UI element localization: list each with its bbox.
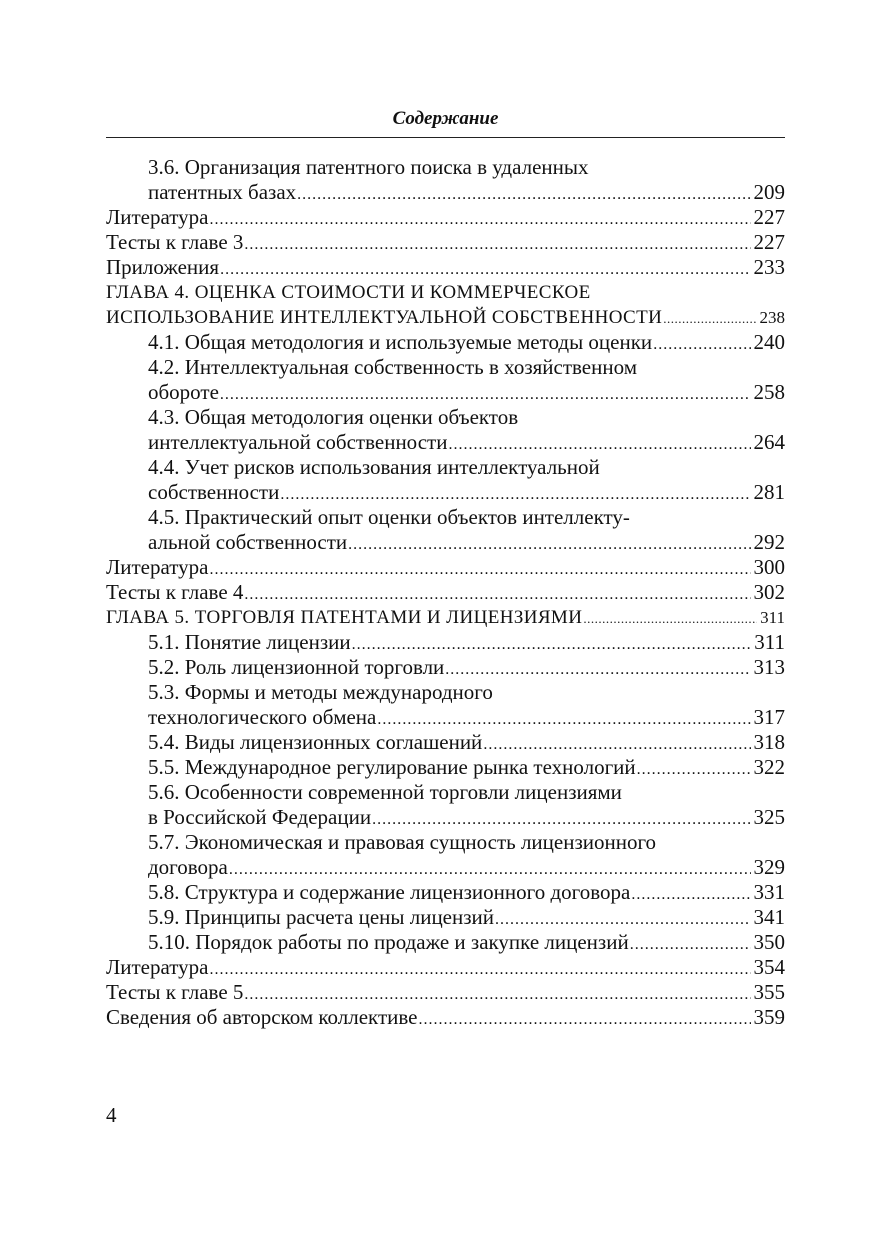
toc-page-number: 292 <box>753 530 785 554</box>
dot-leader <box>209 207 750 232</box>
dot-leader <box>209 957 750 982</box>
dot-leader <box>637 757 751 782</box>
toc-entry-title: 5.4. Виды лицензионных соглашений <box>148 730 483 754</box>
toc-page-number: 209 <box>753 180 785 204</box>
toc-entry-5-6[interactable] <box>106 805 785 830</box>
toc-entry-title: альной собственности <box>148 530 348 554</box>
toc-entry-5-6-line1 <box>106 780 785 805</box>
table-of-contents <box>106 155 785 1030</box>
toc-entry-5-4[interactable] <box>106 730 785 755</box>
toc-entry-title: Тесты к главе 5 <box>106 980 244 1004</box>
dot-leader <box>209 557 750 582</box>
dot-leader <box>418 1007 750 1032</box>
toc-page-number: 331 <box>753 880 785 904</box>
toc-entry-literature-ch4[interactable] <box>106 555 785 580</box>
dot-leader <box>631 882 750 907</box>
dot-leader <box>630 932 751 957</box>
dot-leader <box>244 582 750 607</box>
toc-entry-title: Приложения <box>106 255 220 279</box>
toc-page-number: 300 <box>753 555 785 579</box>
toc-chapter-5[interactable] <box>106 605 785 630</box>
toc-page-number: 264 <box>753 430 785 454</box>
toc-entry-title: Тесты к главе 4 <box>106 580 244 604</box>
toc-entry-title: 5.8. Структура и содержание лицензионного договора <box>148 880 631 904</box>
toc-entry-title: обороте <box>148 380 219 404</box>
toc-entry-5-2[interactable] <box>106 655 785 680</box>
toc-entry-4-1[interactable] <box>106 330 785 355</box>
running-header-title: Содержание <box>392 108 499 129</box>
toc-entry-title: 3.6. Организация патентного поиска в удаленных <box>148 155 589 179</box>
toc-entry-title: 5.10. Порядок работы по продаже и закупке лицензий <box>148 930 629 954</box>
toc-chapter-title: ГЛАВА 5. ТОРГОВЛЯ ПАТЕНТАМИ И ЛИЦЕНЗИЯМИ <box>106 607 583 628</box>
toc-entry-4-4-line1 <box>106 455 785 480</box>
toc-page-number: 281 <box>753 480 785 504</box>
toc-entry-literature-ch5[interactable] <box>106 955 785 980</box>
dot-leader <box>445 657 750 682</box>
toc-chapter-4-line1 <box>106 280 785 305</box>
toc-entry-title: 5.5. Международное регулирование рынка технологий <box>148 755 636 779</box>
toc-entry-title: 4.5. Практический опыт оценки объектов интеллекту- <box>148 505 630 529</box>
toc-entry-3-6-line1 <box>106 155 785 180</box>
dot-leader <box>280 482 750 507</box>
dot-leader <box>653 332 750 357</box>
dot-leader <box>229 857 751 882</box>
toc-entry-5-7-line1 <box>106 830 785 855</box>
toc-entry-4-3[interactable] <box>106 430 785 455</box>
dot-leader <box>663 306 756 331</box>
toc-entry-authors[interactable] <box>106 1005 785 1030</box>
toc-entry-title: Тесты к главе 3 <box>106 230 244 254</box>
toc-entry-5-7[interactable] <box>106 855 785 880</box>
toc-entry-title: 4.2. Интеллектуальная собственность в хозяйственном <box>148 355 637 379</box>
toc-page-number: 317 <box>753 705 785 729</box>
toc-chapter-title: ГЛАВА 4. ОЦЕНКА СТОИМОСТИ И КОММЕРЧЕСКОЕ <box>106 282 591 303</box>
dot-leader <box>220 257 750 282</box>
toc-entry-5-8[interactable] <box>106 880 785 905</box>
dot-leader <box>297 182 750 207</box>
toc-entry-3-6[interactable] <box>106 180 785 205</box>
toc-page-number: 341 <box>753 905 785 929</box>
toc-page-number: 354 <box>753 955 785 979</box>
toc-entry-title: технологического обмена <box>148 705 377 729</box>
toc-entry-5-5[interactable] <box>106 755 785 780</box>
toc-page-number: 322 <box>753 755 785 779</box>
toc-entry-tests-ch3[interactable] <box>106 230 785 255</box>
toc-page-number: 311 <box>754 630 785 654</box>
toc-entry-appendix[interactable] <box>106 255 785 280</box>
toc-entry-title: 5.1. Понятие лицензии <box>148 630 351 654</box>
toc-page-number: 313 <box>753 655 785 679</box>
toc-entry-title: Сведения об авторском коллективе <box>106 1005 418 1029</box>
dot-leader <box>244 982 750 1007</box>
toc-page-number: 355 <box>753 980 785 1004</box>
toc-entry-title: 5.3. Формы и методы международного <box>148 680 493 704</box>
toc-entry-tests-ch5[interactable] <box>106 980 785 1005</box>
dot-leader <box>372 807 750 832</box>
toc-page-number: 329 <box>753 855 785 879</box>
toc-entry-4-3-line1 <box>106 405 785 430</box>
toc-entry-4-4[interactable] <box>106 480 785 505</box>
toc-entry-title: 4.3. Общая методология оценки объектов <box>148 405 519 429</box>
dot-leader <box>352 632 752 657</box>
toc-page-number: 325 <box>753 805 785 829</box>
toc-page-number: 258 <box>753 380 785 404</box>
toc-page-number: 238 <box>759 308 785 327</box>
toc-entry-4-2-line1 <box>106 355 785 380</box>
toc-entry-title: 4.1. Общая методология и используемые методы оценки <box>148 330 653 354</box>
toc-entry-4-2[interactable] <box>106 380 785 405</box>
page-number: 4 <box>106 1103 117 1127</box>
toc-page-number: 302 <box>753 580 785 604</box>
toc-chapter-title: ИСПОЛЬЗОВАНИЕ ИНТЕЛЛЕКТУАЛЬНОЙ СОБСТВЕННОСТИ <box>106 307 663 328</box>
dot-leader <box>583 606 757 631</box>
toc-page-number: 350 <box>753 930 785 954</box>
toc-chapter-4[interactable] <box>106 305 785 330</box>
header-divider <box>106 137 785 138</box>
toc-entry-title: патентных базах <box>148 180 297 204</box>
toc-entry-5-10[interactable] <box>106 930 785 955</box>
dot-leader <box>244 232 750 257</box>
dot-leader <box>348 532 750 557</box>
dot-leader <box>377 707 750 732</box>
toc-entry-title: собственности <box>148 480 280 504</box>
toc-entry-title: Литература <box>106 555 209 579</box>
toc-entry-5-3-line1 <box>106 680 785 705</box>
toc-page-number: 359 <box>753 1005 785 1029</box>
toc-entry-title: 5.2. Роль лицензионной торговли <box>148 655 445 679</box>
toc-entry-title: 5.9. Принципы расчета цены лицензий <box>148 905 495 929</box>
dot-leader <box>448 432 750 457</box>
toc-entry-5-3[interactable] <box>106 705 785 730</box>
toc-entry-title: интеллектуальной собственности <box>148 430 448 454</box>
toc-entry-title: Литература <box>106 205 209 229</box>
toc-entry-4-5-line1 <box>106 505 785 530</box>
toc-entry-title: в Российской Федерации <box>148 805 372 829</box>
toc-entry-title: 4.4. Учет рисков использования интеллектуальной <box>148 455 600 479</box>
toc-entry-4-5[interactable] <box>106 530 785 555</box>
toc-entry-5-9[interactable] <box>106 905 785 930</box>
toc-entry-tests-ch4[interactable] <box>106 580 785 605</box>
toc-page-number: 311 <box>760 608 785 627</box>
toc-entry-title: 5.7. Экономическая и правовая сущность лицензионного <box>148 830 657 854</box>
dot-leader <box>220 382 751 407</box>
toc-entry-title: Литература <box>106 955 209 979</box>
dot-leader <box>483 732 750 757</box>
toc-entry-title: 5.6. Особенности современной торговли лицензиями <box>148 780 622 804</box>
toc-page-number: 227 <box>753 205 785 229</box>
toc-page-number: 227 <box>753 230 785 254</box>
toc-entry-5-1[interactable] <box>106 630 785 655</box>
toc-page-number: 233 <box>753 255 785 279</box>
toc-entry-title: договора <box>148 855 228 879</box>
toc-entry-literature-ch3[interactable] <box>106 205 785 230</box>
dot-leader <box>495 907 750 932</box>
toc-page-number: 240 <box>753 330 785 354</box>
toc-page-number: 318 <box>753 730 785 754</box>
